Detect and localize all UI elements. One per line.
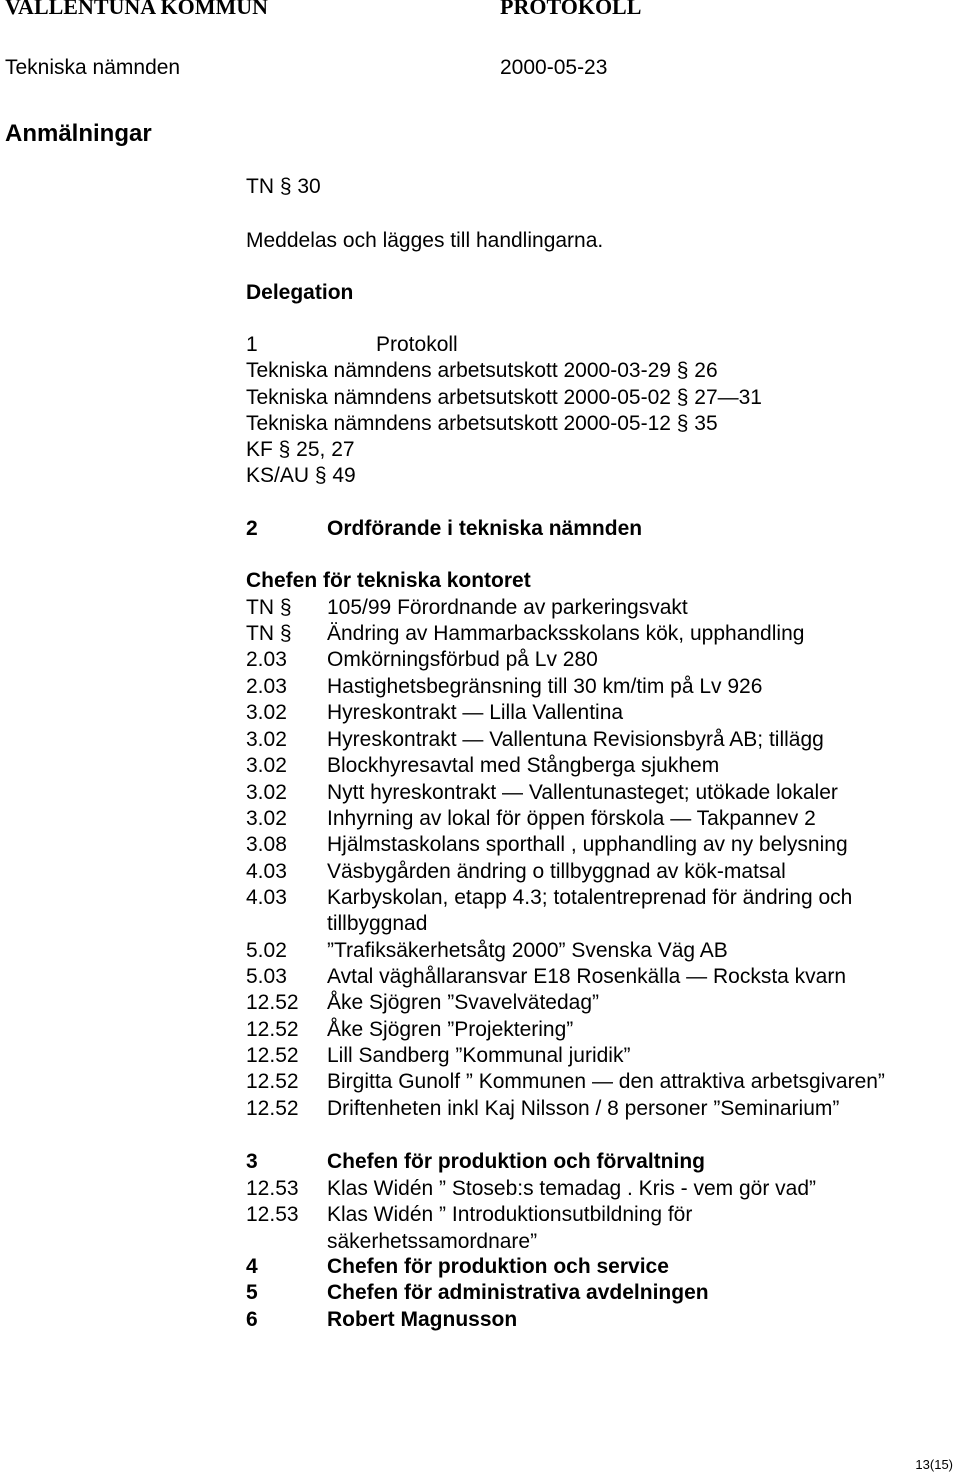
item-text: tillbyggnad — [327, 912, 428, 935]
item-code: 3.02 — [246, 701, 287, 724]
item-text: Hyreskontrakt — Vallentuna Revisionsbyrå AB; tillägg — [327, 728, 824, 751]
item-text: Lill Sandberg ”Kommunal juridik” — [327, 1044, 631, 1067]
protocol-line: Tekniska nämndens arbetsutskott 2000-03-29 § 26 — [246, 359, 718, 382]
item-code: 3.02 — [246, 728, 287, 751]
tn-ref: TN § — [246, 596, 292, 619]
item-code: 5.02 — [246, 939, 287, 962]
item-text: Nytt hyreskontrakt — Vallentunasteget; utökade lokaler — [327, 781, 838, 804]
item-text: Klas Widén ” Introduktionsutbildning för — [327, 1203, 693, 1226]
org-name: VALLENTUNA KOMMUN — [5, 0, 269, 19]
item-code: 12.52 — [246, 1018, 299, 1041]
item-code: 2.03 — [246, 648, 287, 671]
item-text: Inhyrning av lokal för öppen förskola — Takpannev 2 — [327, 807, 816, 830]
subsection-heading: Chefen för tekniska kontoret — [246, 569, 531, 592]
page-number: 13(15) — [915, 1457, 953, 1472]
tn-text: Ändring av Hammarbacksskolans kök, upphandling — [327, 622, 805, 645]
item-text: Åke Sjögren ”Svavelvätedag” — [327, 991, 599, 1014]
item-code: 3.02 — [246, 807, 287, 830]
item-code: 4.03 — [246, 886, 287, 909]
section-title: Ordförande i tekniska nämnden — [327, 517, 643, 540]
protocol-line: Tekniska nämndens arbetsutskott 2000-05-12 § 35 — [246, 412, 718, 435]
item-code: 3.02 — [246, 781, 287, 804]
item-code: 12.52 — [246, 1070, 299, 1093]
item-text: Åke Sjögren ”Projektering” — [327, 1018, 574, 1041]
section-title: Robert Magnusson — [327, 1308, 518, 1331]
document-type: PROTOKOLL — [500, 0, 642, 19]
tn-text: 105/99 Förordnande av parkeringsvakt — [327, 596, 688, 619]
item-code: 4.03 — [246, 860, 287, 883]
item-text: Avtal väghållaransvar E18 Rosenkälla — Rocksta kvarn — [327, 965, 847, 988]
section-number: 5 — [246, 1281, 258, 1304]
section-number: 2 — [246, 517, 258, 540]
decision-text: Meddelas och lägges till handlingarna. — [246, 229, 604, 252]
item-text: Klas Widén ” Stoseb:s temadag . Kris - vem gör vad” — [327, 1177, 817, 1200]
item-text: Hyreskontrakt — Lilla Vallentina — [327, 701, 624, 724]
item-text: Blockhyresavtal med Stångberga sjukhem — [327, 754, 720, 777]
delegation-heading: Delegation — [246, 281, 354, 304]
item-text: Driftenheten inkl Kaj Nilsson / 8 personer ”Seminarium” — [327, 1097, 840, 1120]
item-code: 12.52 — [246, 1044, 299, 1067]
item-text: Birgitta Gunolf ” Kommunen — den attraktiva arbetsgivaren” — [327, 1070, 885, 1093]
tn-ref: TN § — [246, 622, 292, 645]
item-code: 5.03 — [246, 965, 287, 988]
item-code: 3.02 — [246, 754, 287, 777]
item-code: 3.08 — [246, 833, 287, 856]
item-code: 12.52 — [246, 1097, 299, 1120]
protocol-line: KF § 25, 27 — [246, 438, 355, 461]
item-text: säkerhetssamordnare” — [327, 1230, 538, 1253]
section-title: Chefen för produktion och service — [327, 1255, 669, 1278]
meeting-date: 2000-05-23 — [500, 56, 608, 79]
item-text: ”Trafiksäkerhetsåtg 2000” Svenska Väg AB — [327, 939, 728, 962]
section-title: Anmälningar — [5, 120, 152, 147]
item-text: Karbyskolan, etapp 4.3; totalentreprenad för ändring och — [327, 886, 853, 909]
item-code: 2.03 — [246, 675, 287, 698]
item-code: 12.53 — [246, 1177, 299, 1200]
section-number: 3 — [246, 1150, 258, 1173]
section-title: Chefen för administrativa avdelningen — [327, 1281, 709, 1304]
item-text: Väsbygården ändring o tillbyggnad av kök-matsal — [327, 860, 786, 883]
item-code: 12.52 — [246, 991, 299, 1014]
protocol-line: Tekniska nämndens arbetsutskott 2000-05-02 § 27—31 — [246, 386, 762, 409]
section-title: Chefen för produktion och förvaltning — [327, 1150, 705, 1173]
item-code: 12.53 — [246, 1203, 299, 1226]
item-text: Omkörningsförbud på Lv 280 — [327, 648, 598, 671]
section-number: 6 — [246, 1308, 258, 1331]
item-text: Hjälmstaskolans sporthall , upphandling av ny belysning — [327, 833, 848, 856]
protocol-line: KS/AU § 49 — [246, 464, 356, 487]
item-text: Hastighetsbegränsning till 30 km/tim på Lv 926 — [327, 675, 763, 698]
section-number: 4 — [246, 1255, 258, 1278]
section-number: 1 — [246, 333, 258, 356]
committee-name: Tekniska nämnden — [5, 56, 181, 79]
paragraph-number: TN § 30 — [246, 175, 321, 198]
section-title: Protokoll — [376, 333, 458, 356]
